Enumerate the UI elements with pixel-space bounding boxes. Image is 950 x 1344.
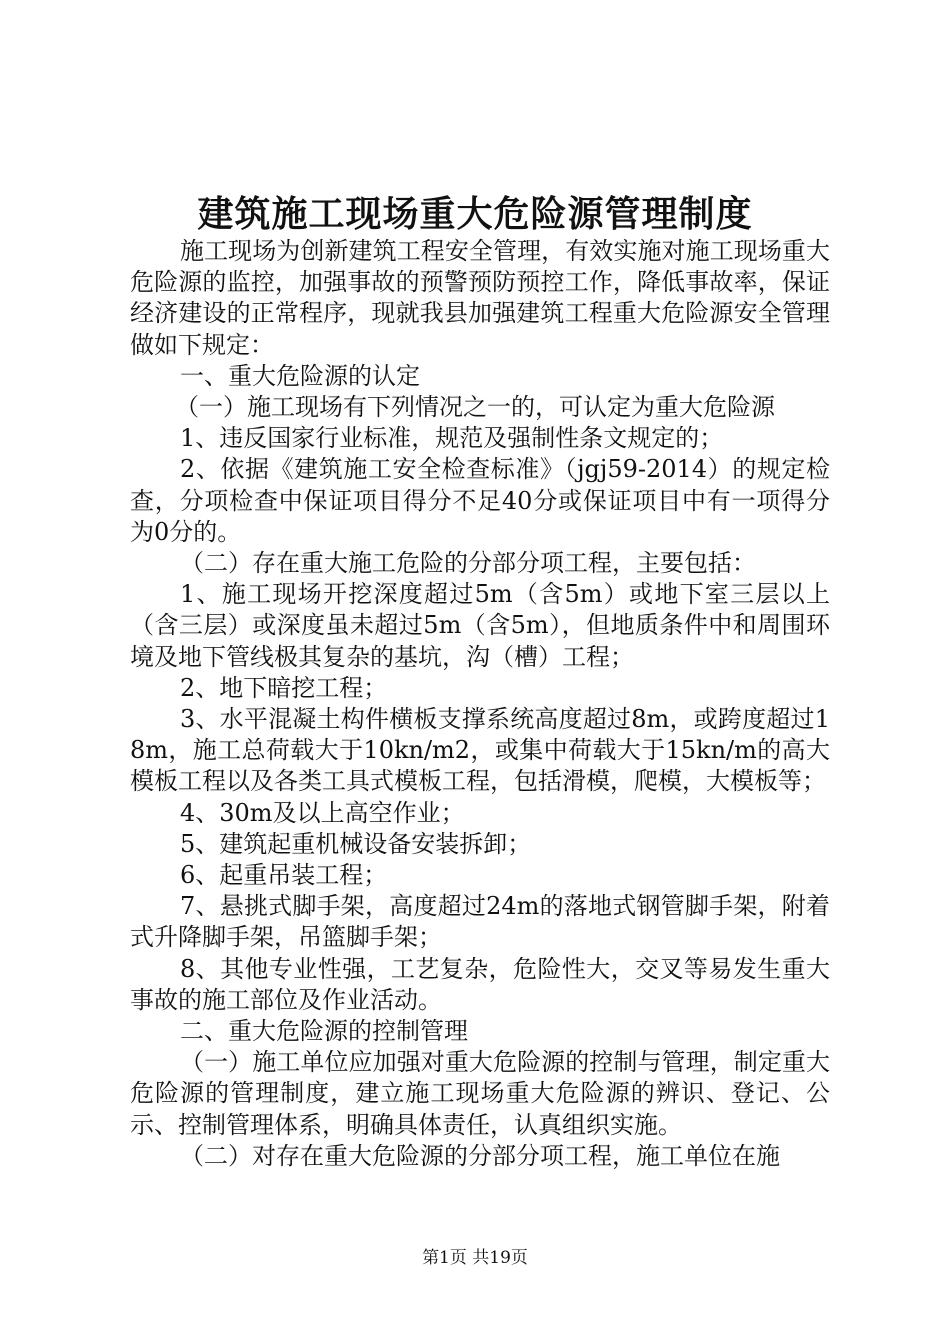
subsection-heading-1-2: （二）存在重大施工危险的分部分项工程，主要包括： [180,549,756,578]
list-item: 3、水平混凝土构件横板支撑系统高度超过8m，或跨度超过18m，施工总荷载大于10kn/m2，或集中荷载大于15kn/m的高大模板工程以及各类工具式模板工程，包括滑模，爬模，大模板等； [130,705,830,796]
section-heading-1: 一、重大危险源的认定 [180,361,420,390]
list-item: 1、违反国家行业标准，规范及强制性条文规定的； [180,424,724,453]
section-heading-2: 二、重大危险源的控制管理 [180,1017,468,1046]
page-footer: 第1页 共19页 [422,1248,528,1268]
list-item: 6、起重吊装工程； [180,861,388,890]
document-body [130,236,830,1172]
intro-paragraph: 施工现场为创新建筑工程安全管理，有效实施对施工现场重大危险源的监控，加强事故的预警预防预控工作，降低事故率，保证经济建设的正常程序，现就我县加强建筑工程重大危险源安全管理做如下规定： [130,237,830,359]
list-item: 8、其他专业性强，工艺复杂，危险性大，交叉等易发生重大事故的施工部位及作业活动。 [130,954,830,1014]
list-item: 2、依据《建筑施工安全检查标准》（jgj59-2014）的规定检查，分项检查中保证项目得分不足40分或保证项目中有一项得分为0分的。 [130,455,830,546]
list-item: 1、施工现场开挖深度超过5m（含5m）或地下室三层以上（含三层）或深度虽未超过5m（含5m），但地质条件中和周围环境及地下管线极其复杂的基坑，沟（槽）工程； [130,580,830,671]
document-title: 建筑施工现场重大危险源管理制度 [197,194,753,235]
subsection-paragraph: （一）施工单位应加强对重大危险源的控制与管理，制定重大危险源的管理制度，建立施工现场重大危险源的辨识、登记、公示、控制管理体系，明确具体责任，认真组织实施。 [130,1048,830,1139]
list-item: 5、建筑起重机械设备安装拆卸； [180,829,532,858]
list-item: 2、地下暗挖工程； [180,673,388,702]
list-item: 4、30m及以上高空作业； [180,798,465,827]
subsection-paragraph: （二）对存在重大危险源的分部分项工程，施工单位在施 [180,1141,780,1170]
subsection-heading-1-1: （一）施工现场有下列情况之一的，可认定为重大危险源 [175,393,775,422]
list-item: 7、悬挑式脚手架，高度超过24m的落地式钢管脚手架，附着式升降脚手架，吊篮脚手架； [130,892,830,952]
